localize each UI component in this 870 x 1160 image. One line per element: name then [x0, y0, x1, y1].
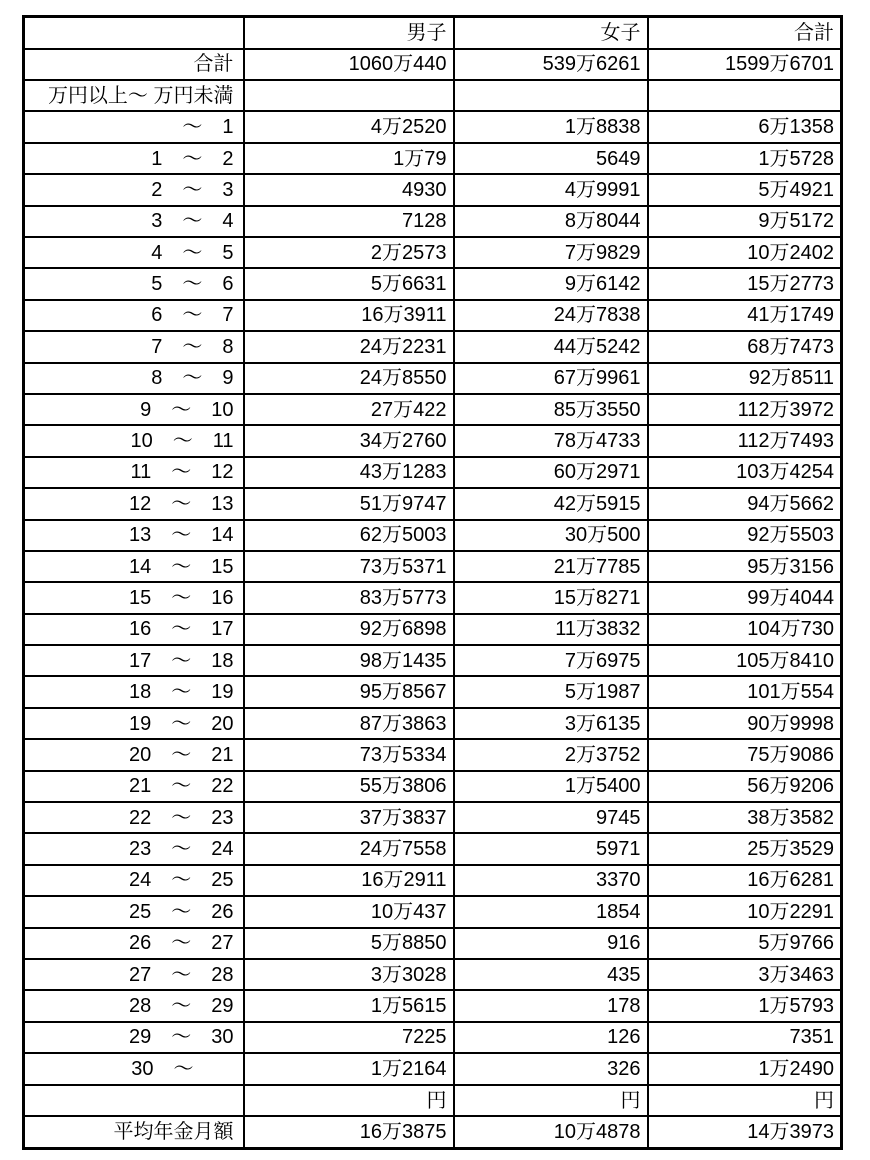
total-value-cell: 92万5503	[648, 520, 842, 551]
range-label-cell: 29 ～ 30	[24, 1022, 244, 1053]
total-value-cell: 68万7473	[648, 331, 842, 362]
total-value-cell: 112万7493	[648, 425, 842, 456]
total-value-cell: 92万8511	[648, 363, 842, 394]
range-row	[24, 1053, 842, 1085]
male-value-cell: 51万9747	[244, 488, 454, 519]
male-value-cell: 87万3863	[244, 708, 454, 739]
range-row	[24, 331, 842, 362]
range-label-cell: 9 ～ 10	[24, 394, 244, 425]
total-value-cell: 6万1358	[648, 111, 842, 142]
grand-total-female-value: 539万6261	[454, 49, 648, 80]
total-value-cell: 10万2291	[648, 896, 842, 927]
range-label-cell: 28 ～ 29	[24, 990, 244, 1021]
male-value-cell: 16万3911	[244, 300, 454, 331]
female-value-cell: 1万5400	[454, 771, 648, 802]
empty-cell	[454, 80, 648, 111]
total-value-cell: 3万3463	[648, 959, 842, 990]
male-value-cell: 73万5334	[244, 739, 454, 770]
grand-total-label: 合計	[24, 49, 244, 80]
range-row	[24, 833, 842, 864]
range-label-cell: 12 ～ 13	[24, 488, 244, 519]
male-value-cell: 98万1435	[244, 645, 454, 676]
male-value-cell: 92万6898	[244, 614, 454, 645]
range-label-cell: 22 ～ 23	[24, 802, 244, 833]
range-row	[24, 771, 842, 802]
total-value-cell: 99万4044	[648, 582, 842, 613]
male-value-cell: 4930	[244, 174, 454, 205]
range-row	[24, 959, 842, 990]
average-row-label: 平均年金月額	[24, 1116, 244, 1148]
male-value-cell: 62万5003	[244, 520, 454, 551]
range-row	[24, 614, 842, 645]
range-label-cell: 10 ～ 11	[24, 425, 244, 456]
male-value-cell: 2万2573	[244, 237, 454, 268]
total-value-cell: 41万1749	[648, 300, 842, 331]
range-label-cell: 5 ～ 6	[24, 268, 244, 299]
range-row	[24, 645, 842, 676]
female-value-cell: 126	[454, 1022, 648, 1053]
grand-total-male-value: 1060万440	[244, 49, 454, 80]
female-value-cell: 30万500	[454, 520, 648, 551]
total-value-cell: 5万9766	[648, 928, 842, 959]
range-row	[24, 896, 842, 927]
range-label-cell: 14 ～ 15	[24, 551, 244, 582]
empty-cell	[244, 80, 454, 111]
total-value-cell: 1万5728	[648, 143, 842, 174]
range-row	[24, 363, 842, 394]
female-value-cell: 42万5915	[454, 488, 648, 519]
total-value-cell: 38万3582	[648, 802, 842, 833]
male-value-cell: 1万5615	[244, 990, 454, 1021]
female-value-cell: 4万9991	[454, 174, 648, 205]
female-value-cell: 916	[454, 928, 648, 959]
unit-row-blank-label	[24, 1085, 244, 1116]
male-value-cell: 27万422	[244, 394, 454, 425]
range-label-cell: 24 ～ 25	[24, 865, 244, 896]
unit-male-cell: 円	[244, 1085, 454, 1116]
female-value-cell: 3万6135	[454, 708, 648, 739]
range-label-cell: 8 ～ 9	[24, 363, 244, 394]
male-value-cell: 7128	[244, 206, 454, 237]
range-row	[24, 300, 842, 331]
column-header-female: 女子	[454, 17, 648, 49]
range-label-cell: 4 ～ 5	[24, 237, 244, 268]
total-value-cell: 1万5793	[648, 990, 842, 1021]
range-row	[24, 488, 842, 519]
range-row	[24, 1022, 842, 1053]
range-row	[24, 676, 842, 707]
range-row	[24, 143, 842, 174]
unit-female-cell: 円	[454, 1085, 648, 1116]
male-value-cell: 24万7558	[244, 833, 454, 864]
female-value-cell: 326	[454, 1053, 648, 1085]
range-label-cell: 6 ～ 7	[24, 300, 244, 331]
female-value-cell: 11万3832	[454, 614, 648, 645]
column-header-male: 男子	[244, 17, 454, 49]
total-value-cell: 5万4921	[648, 174, 842, 205]
total-value-cell: 7351	[648, 1022, 842, 1053]
range-label-cell: 3 ～ 4	[24, 206, 244, 237]
empty-cell	[648, 80, 842, 111]
range-row	[24, 990, 842, 1021]
female-value-cell: 24万7838	[454, 300, 648, 331]
column-header-row	[24, 17, 842, 49]
male-value-cell: 24万8550	[244, 363, 454, 394]
male-value-cell: 55万3806	[244, 771, 454, 802]
total-value-cell: 103万4254	[648, 457, 842, 488]
male-value-cell: 7225	[244, 1022, 454, 1053]
total-value-cell: 94万5662	[648, 488, 842, 519]
female-value-cell: 5971	[454, 833, 648, 864]
male-value-cell: 4万2520	[244, 111, 454, 142]
male-value-cell: 10万437	[244, 896, 454, 927]
unit-row	[24, 1085, 842, 1116]
range-label-cell: 30 ～	[24, 1053, 244, 1085]
male-value-cell: 73万5371	[244, 551, 454, 582]
female-value-cell: 44万5242	[454, 331, 648, 362]
range-row	[24, 268, 842, 299]
range-row	[24, 739, 842, 770]
range-label-cell: 1 ～ 2	[24, 143, 244, 174]
column-header-total: 合計	[648, 17, 842, 49]
range-label-cell: 25 ～ 26	[24, 896, 244, 927]
total-value-cell: 104万730	[648, 614, 842, 645]
female-value-cell: 85万3550	[454, 394, 648, 425]
female-value-cell: 3370	[454, 865, 648, 896]
total-value-cell: 101万554	[648, 676, 842, 707]
male-value-cell: 83万5773	[244, 582, 454, 613]
range-label-cell: 16 ～ 17	[24, 614, 244, 645]
male-value-cell: 1万2164	[244, 1053, 454, 1085]
range-label-cell: 20 ～ 21	[24, 739, 244, 770]
pension-amount-table	[22, 15, 843, 1150]
total-value-cell: 10万2402	[648, 237, 842, 268]
range-row	[24, 457, 842, 488]
range-label-cell: 18 ～ 19	[24, 676, 244, 707]
total-value-cell: 15万2773	[648, 268, 842, 299]
range-row	[24, 237, 842, 268]
male-value-cell: 24万2231	[244, 331, 454, 362]
range-row	[24, 928, 842, 959]
range-row	[24, 865, 842, 896]
range-row	[24, 520, 842, 551]
female-value-cell: 60万2971	[454, 457, 648, 488]
male-value-cell: 95万8567	[244, 676, 454, 707]
range-row	[24, 174, 842, 205]
range-label-cell: 21 ～ 22	[24, 771, 244, 802]
female-value-cell: 7万6975	[454, 645, 648, 676]
range-rows-section	[24, 111, 842, 1085]
female-value-cell: 78万4733	[454, 425, 648, 456]
male-value-cell: 1万79	[244, 143, 454, 174]
female-value-cell: 9万6142	[454, 268, 648, 299]
female-value-cell: 21万7785	[454, 551, 648, 582]
range-row	[24, 206, 842, 237]
total-value-cell: 90万9998	[648, 708, 842, 739]
range-row	[24, 802, 842, 833]
table-head-section	[24, 17, 842, 112]
female-value-cell: 9745	[454, 802, 648, 833]
range-row	[24, 551, 842, 582]
range-row	[24, 708, 842, 739]
range-caption-label: 万円以上～ 万円未満	[24, 80, 244, 111]
total-value-cell: 25万3529	[648, 833, 842, 864]
female-value-cell: 178	[454, 990, 648, 1021]
range-label-cell: 15 ～ 16	[24, 582, 244, 613]
male-value-cell: 34万2760	[244, 425, 454, 456]
grand-total-row	[24, 49, 842, 80]
range-row	[24, 394, 842, 425]
total-value-cell: 16万6281	[648, 865, 842, 896]
female-value-cell: 15万8271	[454, 582, 648, 613]
male-value-cell: 16万2911	[244, 865, 454, 896]
range-caption-row	[24, 80, 842, 111]
female-value-cell: 8万8044	[454, 206, 648, 237]
total-value-cell: 9万5172	[648, 206, 842, 237]
table-foot-section	[24, 1085, 842, 1149]
range-label-cell: ～ 1	[24, 111, 244, 142]
range-label-cell: 13 ～ 14	[24, 520, 244, 551]
average-male-value: 16万3875	[244, 1116, 454, 1148]
female-value-cell: 1854	[454, 896, 648, 927]
range-label-cell: 2 ～ 3	[24, 174, 244, 205]
female-value-cell: 435	[454, 959, 648, 990]
average-row	[24, 1116, 842, 1148]
total-value-cell: 95万3156	[648, 551, 842, 582]
male-value-cell: 3万3028	[244, 959, 454, 990]
range-label-cell: 26 ～ 27	[24, 928, 244, 959]
female-value-cell: 7万9829	[454, 237, 648, 268]
range-label-cell: 7 ～ 8	[24, 331, 244, 362]
male-value-cell: 5万6631	[244, 268, 454, 299]
range-label-cell: 11 ～ 12	[24, 457, 244, 488]
range-row	[24, 582, 842, 613]
male-value-cell: 5万8850	[244, 928, 454, 959]
total-value-cell: 112万3972	[648, 394, 842, 425]
female-value-cell: 5万1987	[454, 676, 648, 707]
average-total-value: 14万3973	[648, 1116, 842, 1148]
range-label-cell: 17 ～ 18	[24, 645, 244, 676]
female-value-cell: 1万8838	[454, 111, 648, 142]
range-label-cell: 23 ～ 24	[24, 833, 244, 864]
male-value-cell: 43万1283	[244, 457, 454, 488]
female-value-cell: 2万3752	[454, 739, 648, 770]
range-row	[24, 111, 842, 142]
column-header-blank	[24, 17, 244, 49]
female-value-cell: 5649	[454, 143, 648, 174]
total-value-cell: 1万2490	[648, 1053, 842, 1085]
total-value-cell: 56万9206	[648, 771, 842, 802]
range-label-cell: 19 ～ 20	[24, 708, 244, 739]
grand-total-total-value: 1599万6701	[648, 49, 842, 80]
average-female-value: 10万4878	[454, 1116, 648, 1148]
range-label-cell: 27 ～ 28	[24, 959, 244, 990]
female-value-cell: 67万9961	[454, 363, 648, 394]
male-value-cell: 37万3837	[244, 802, 454, 833]
range-row	[24, 425, 842, 456]
unit-total-cell: 円	[648, 1085, 842, 1116]
total-value-cell: 105万8410	[648, 645, 842, 676]
total-value-cell: 75万9086	[648, 739, 842, 770]
